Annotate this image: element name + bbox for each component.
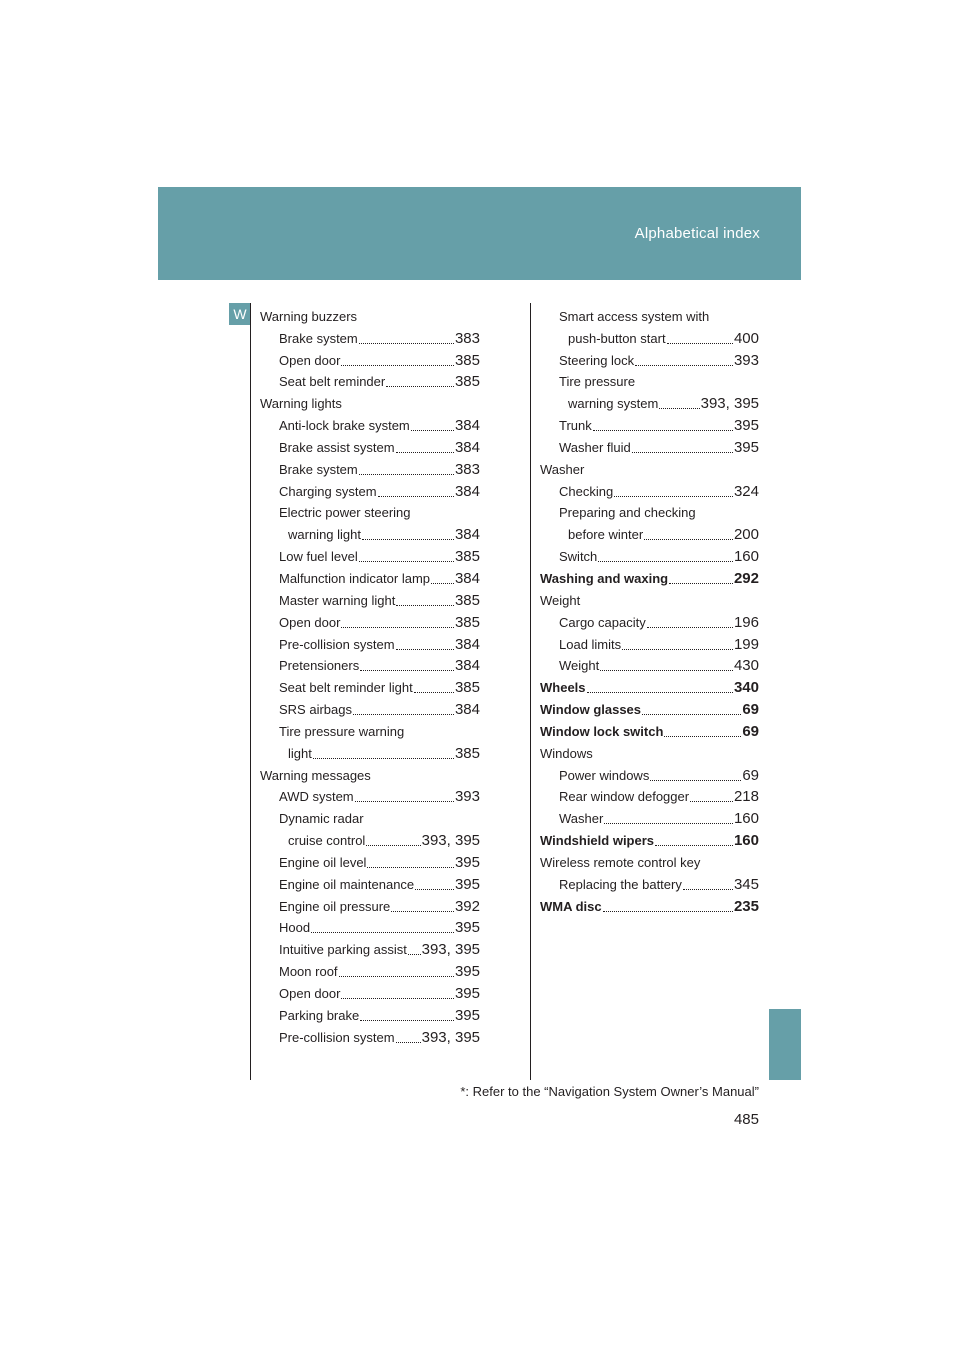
index-term: Open door (279, 614, 341, 630)
index-page-ref: 345 (733, 875, 759, 893)
dot-leader (642, 714, 741, 715)
index-entry (260, 303, 480, 325)
index-term: Electric power steering (279, 505, 411, 521)
index-term: warning light (288, 527, 361, 543)
header-title: Alphabetical index (634, 225, 760, 242)
index-entry (260, 434, 480, 456)
index-term: Low fuel level (279, 549, 358, 565)
index-page-ref: 384 (454, 569, 480, 587)
dot-leader (341, 998, 454, 999)
dot-leader (396, 1042, 421, 1043)
index-term: Engine oil maintenance (279, 876, 415, 892)
index-term: Window glasses (540, 702, 642, 718)
index-term: Tire pressure (559, 374, 636, 390)
index-entry (260, 1002, 480, 1024)
dot-leader (359, 343, 454, 344)
index-entry (260, 412, 480, 434)
index-term: Rear window defogger (559, 789, 690, 805)
index-term: Wireless remote control key (540, 854, 701, 870)
index-term: Engine oil pressure (279, 898, 391, 914)
index-entry (260, 958, 480, 980)
dot-leader (587, 692, 733, 693)
index-term: push-button start (568, 330, 666, 346)
index-page-ref: 395 (454, 853, 480, 871)
index-page-ref: 430 (733, 657, 759, 675)
index-term: Seat belt reminder (279, 374, 386, 390)
index-entry (260, 871, 480, 893)
index-page-ref: 385 (454, 744, 480, 762)
dot-leader (396, 452, 454, 453)
index-page-ref: 395 (454, 919, 480, 937)
index-term: SRS airbags (279, 702, 352, 718)
index-page-ref: 385 (454, 591, 480, 609)
index-term: Washing and waxing (540, 570, 669, 586)
dot-leader (598, 561, 733, 562)
dot-leader (644, 539, 733, 540)
index-entry (540, 784, 759, 806)
index-entry (260, 456, 480, 478)
index-page-ref: 292 (733, 569, 759, 587)
dot-leader (411, 430, 454, 431)
index-page-ref: 385 (454, 351, 480, 369)
index-entry (540, 390, 759, 412)
index-term: Anti-lock brake system (279, 418, 410, 434)
index-term: Charging system (279, 483, 377, 499)
index-page-ref: 395 (454, 985, 480, 1002)
index-term: Replacing the battery (559, 876, 682, 892)
index-term: Parking brake (279, 1007, 360, 1023)
index-entry (540, 871, 759, 893)
dot-leader (669, 583, 733, 584)
index-term: Smart access system with (559, 308, 710, 324)
index-column-left (260, 303, 480, 1046)
index-term: Open door (279, 352, 341, 368)
index-entry (540, 631, 759, 653)
dot-leader (311, 932, 454, 933)
dot-leader (362, 539, 454, 540)
index-entry (260, 980, 480, 1002)
dot-leader (360, 1020, 454, 1021)
index-term: Cargo capacity (559, 614, 646, 630)
index-entry (260, 587, 480, 609)
index-entry (540, 653, 759, 675)
dot-leader (339, 976, 454, 977)
index-entry (260, 936, 480, 958)
index-term: Power windows (559, 767, 650, 783)
index-entry (260, 347, 480, 369)
index-entry (540, 521, 759, 543)
index-page-ref: 384 (454, 635, 480, 653)
index-page-ref: 393, 395 (421, 1028, 480, 1046)
index-page-ref: 385 (454, 679, 480, 697)
index-entry (540, 893, 759, 915)
dot-leader (659, 408, 699, 409)
dot-leader (391, 911, 454, 912)
index-page-ref: 324 (733, 482, 759, 500)
dot-leader (386, 386, 454, 387)
index-term: Preparing and checking (559, 505, 696, 521)
index-term: warning system (568, 396, 659, 412)
index-term: Window lock switch (540, 723, 664, 739)
index-entry (540, 740, 759, 762)
index-term: Washer (559, 811, 604, 827)
index-page-ref: 383 (454, 460, 480, 478)
index-page-ref: 200 (733, 526, 759, 544)
side-thumb-tab (769, 1009, 801, 1080)
index-entry (260, 915, 480, 937)
dot-leader (396, 649, 454, 650)
index-term: Intuitive parking assist (279, 942, 407, 958)
index-entry (260, 609, 480, 631)
index-entry (260, 849, 480, 871)
dot-leader (341, 365, 454, 366)
index-entry (540, 478, 759, 500)
index-term: Warning messages (260, 767, 371, 783)
index-page-ref: 160 (733, 832, 759, 850)
index-term: Weight (559, 658, 600, 674)
index-term: Windshield wipers (540, 833, 655, 849)
index-page-ref: 395 (733, 417, 759, 435)
index-term: Brake assist system (279, 439, 395, 455)
dot-leader (313, 758, 454, 759)
index-page-ref: 235 (733, 897, 759, 915)
index-page-ref: 393, 395 (700, 395, 759, 413)
index-page-ref: 392 (454, 897, 480, 915)
index-page-ref: 384 (454, 438, 480, 456)
dot-leader (360, 670, 454, 671)
dot-leader (359, 561, 454, 562)
index-page-ref: 395 (454, 963, 480, 981)
index-term: Load limits (559, 636, 622, 652)
index-term: Pretensioners (279, 658, 360, 674)
dot-leader (622, 649, 733, 650)
dot-leader (359, 474, 454, 475)
index-entry (540, 849, 759, 871)
index-page-ref: 385 (454, 548, 480, 566)
index-entry (260, 1024, 480, 1046)
index-page-ref: 384 (454, 657, 480, 675)
dot-leader (667, 343, 733, 344)
index-entry (260, 827, 480, 849)
index-page-ref: 218 (733, 788, 759, 806)
dot-leader (431, 583, 454, 584)
index-entry (260, 369, 480, 391)
index-entry (540, 587, 759, 609)
index-page-ref: 160 (733, 810, 759, 828)
index-entry (540, 369, 759, 391)
index-entry (260, 390, 480, 412)
dot-leader (603, 911, 733, 912)
index-entry (260, 653, 480, 675)
index-entry (260, 674, 480, 696)
index-term: Switch (559, 549, 598, 565)
index-term: Engine oil level (279, 854, 367, 870)
index-entry (260, 805, 480, 827)
index-term: Checking (559, 483, 614, 499)
index-term: Brake system (279, 461, 358, 477)
dot-leader (635, 365, 733, 366)
index-term: Tire pressure warning (279, 723, 405, 739)
index-entry (540, 718, 759, 740)
index-page-ref: 384 (454, 701, 480, 719)
index-page-ref: 385 (454, 373, 480, 391)
index-page-ref: 160 (733, 548, 759, 566)
index-term: AWD system (279, 789, 354, 805)
index-page-ref: 384 (454, 482, 480, 500)
index-term: Weight (540, 592, 581, 608)
dot-leader (366, 845, 420, 846)
dot-leader (614, 496, 733, 497)
dot-leader (414, 692, 454, 693)
index-entry (260, 740, 480, 762)
index-entry (540, 456, 759, 478)
index-entry (540, 412, 759, 434)
index-term: Warning lights (260, 396, 342, 412)
index-entry (540, 827, 759, 849)
index-page-ref: 393 (454, 788, 480, 806)
index-entry (540, 674, 759, 696)
index-term: Warning buzzers (260, 308, 358, 324)
index-entry (540, 303, 759, 325)
index-entry (540, 762, 759, 784)
index-term: Open door (279, 986, 341, 1001)
index-term: Seat belt reminder light (279, 680, 413, 696)
header-band (158, 187, 801, 280)
index-term: cruise control (288, 833, 366, 849)
index-page-ref: 383 (454, 329, 480, 347)
index-page-ref: 395 (454, 1006, 480, 1024)
index-page-ref: 395 (733, 438, 759, 456)
index-page-ref: 393, 395 (421, 941, 480, 959)
index-entry (260, 565, 480, 587)
index-entry (540, 347, 759, 369)
dot-leader (632, 452, 733, 453)
index-page-ref: 385 (454, 613, 480, 631)
index-term: WMA disc (540, 898, 602, 914)
index-page-ref: 340 (733, 679, 759, 697)
index-entry (260, 893, 480, 915)
page-number: 485 (733, 1111, 759, 1128)
dot-leader (690, 801, 733, 802)
index-entry (540, 543, 759, 565)
index-page-ref: 393 (733, 351, 759, 369)
footnote: *: Refer to the “Navigation System Owner’s Manual” (460, 1084, 759, 1099)
index-term: Steering lock (559, 352, 635, 368)
dot-leader (647, 627, 733, 628)
dot-leader (664, 736, 741, 737)
index-entry (540, 500, 759, 522)
index-entry (260, 784, 480, 806)
dot-leader (655, 845, 733, 846)
index-page-ref: 384 (454, 526, 480, 544)
letter-tab: W (229, 303, 251, 325)
index-term: Wheels (540, 680, 586, 696)
dot-leader (683, 889, 733, 890)
index-page-ref: 384 (454, 417, 480, 435)
index-page-ref: 69 (742, 701, 759, 719)
dot-leader (650, 780, 741, 781)
index-term: light (288, 745, 312, 761)
index-entry (260, 718, 480, 740)
index-entry (260, 631, 480, 653)
dot-leader (378, 496, 454, 497)
index-term: Pre-collision system (279, 636, 395, 652)
index-entry (260, 521, 480, 543)
dot-leader (367, 867, 454, 868)
index-term: Washer fluid (559, 439, 631, 455)
index-term: Brake system (279, 330, 358, 346)
dot-leader (355, 801, 454, 802)
index-page-ref: 199 (733, 635, 759, 653)
index-term: Dynamic radar (279, 811, 364, 827)
index-term: Moon roof (279, 964, 338, 980)
index-entry (540, 434, 759, 456)
index-term: before winter (568, 527, 644, 543)
index-term: Pre-collision system (279, 1029, 395, 1045)
index-page-ref: 393, 395 (421, 832, 480, 850)
index-page-ref: 69 (742, 766, 759, 784)
index-entry (260, 543, 480, 565)
index-entry (260, 500, 480, 522)
dot-leader (593, 430, 733, 431)
column-divider (530, 303, 531, 1080)
index-entry (260, 696, 480, 718)
index-entry (260, 325, 480, 347)
dot-leader (604, 823, 733, 824)
index-page-ref: 196 (733, 613, 759, 631)
index-term: Trunk (559, 418, 592, 434)
index-page-ref: 400 (733, 329, 759, 347)
dot-leader (415, 889, 454, 890)
dot-leader (408, 954, 421, 955)
index-term: Washer (540, 461, 585, 477)
index-term: Windows (540, 745, 593, 761)
index-entry (540, 565, 759, 587)
dot-leader (353, 714, 454, 715)
index-entry (260, 478, 480, 500)
index-entry (540, 609, 759, 631)
dot-leader (396, 605, 454, 606)
index-term: Master warning light (279, 592, 396, 608)
index-term: Malfunction indicator lamp (279, 570, 431, 586)
left-margin-rule (250, 303, 251, 1080)
index-entry (540, 325, 759, 347)
index-term: Hood (279, 920, 311, 936)
index-page-ref: 69 (742, 722, 759, 740)
index-entry (260, 762, 480, 784)
index-entry (540, 696, 759, 718)
index-entry (540, 805, 759, 827)
dot-leader (341, 627, 454, 628)
index-column-right (540, 303, 759, 915)
dot-leader (600, 670, 733, 671)
index-page-ref: 395 (454, 875, 480, 893)
